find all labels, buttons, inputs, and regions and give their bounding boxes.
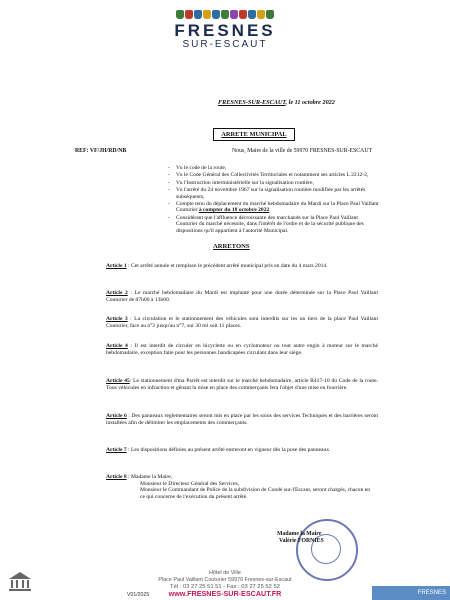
mayor-line: Nous, Maire de la ville de 59970 FRESNES-SUR-ESCAUT [232, 148, 373, 154]
logo-motif-icon [248, 10, 256, 19]
document-title: ARRETE MUNICIPAL [213, 128, 295, 141]
logo-subname: SUR-ESCAUT [182, 39, 268, 50]
logo-motif-icon [266, 10, 274, 19]
reference: REF: VF/JH/RD/NB [75, 148, 127, 154]
article-2: Article 2 : Le marché hebdomadaire du Mardi est implanté pour une durée déterminée sur la Place Paul Vaillant Couturier de 07h00 à 13h00. [106, 290, 378, 303]
article-3: Article 3 : La circulation et le stationnement des véhicules sont interdits sur les un tiers de la place Paul Vaillant Couturier, face au n°2 jusqu'au n°7, sur 30 ml soit 11 places. [106, 316, 378, 329]
logo-motif-icon [257, 10, 265, 19]
footer-phones: Tél : 03 27 25 51 51 - Fax : 03 27 25 52 52 [170, 584, 280, 590]
consideration-item: - Vu le code de la route, [168, 165, 380, 171]
logo-motif-icon [212, 10, 220, 19]
arretons-heading: ARRETONS [213, 243, 250, 250]
date-rest: , le 11 octobre 2022 [285, 99, 335, 106]
consideration-item: - Vu l'Instruction interministérielle sur la signalisation routière, [168, 180, 380, 186]
signature-name: Valérie FORNIES [279, 538, 324, 544]
logo-motif-icon [221, 10, 229, 19]
corner-banner: FRESNES [372, 586, 450, 600]
footer-hotel: Hôtel de Ville [209, 570, 241, 576]
date-place: FRESNES-SUR-ESCAUT [218, 99, 286, 106]
article-8: Article 8 : Madame la Maire, Monsieur le Directeur Général des Services, Monsieur le Commandant de Police de la subdivision de Condé sur-l'Escaut, seront chargés, chacun en ce qui concerne de l'exécution du présent arrêté. [106, 474, 371, 500]
logo-motif-icon [176, 10, 184, 19]
logo-motif-icon [203, 10, 211, 19]
logo-name: FRESNES [174, 21, 276, 40]
article-5: Article 45: Le stationnement d'ma Parrêt est interdit sur le marché hebdomadaire, article R417-10 du Code de la route. Tous véhicules en infraction et gênant la mise en place des commerçants fera l'objet d'une mise en fourrière. [106, 378, 378, 391]
signature-title: Madame la Maire [277, 531, 322, 537]
logo-motif-icon [230, 10, 238, 19]
logo-motif-icon [185, 10, 193, 19]
article-1: Article 1 : Cet arrêté annule et remplace le précédent arrêté municipal pris en date du 4 mars 2014. [106, 263, 328, 269]
logo-motif-icon [239, 10, 247, 19]
article-7: Article 7 : Les dispositions définies au présent arrêté entreront en vigueur dès la pose des panneaux. [106, 447, 331, 453]
considerations-list [168, 165, 380, 235]
footer-address: Place Paul Vaillant Couturier 59970 Fresnes-sur-Escaut [158, 577, 292, 583]
document-date [218, 99, 335, 106]
article-6: Article 6 : Des panneaux réglementaires seront mis en place par les soins des services Techniques et des barrières seront installées afin de délimiter les emplacements des commerçants. [106, 413, 378, 426]
consideration-item: - Vu le Code Général des Collectivités Territoriales et notamment ses articles L 2212-2, [168, 172, 380, 178]
logo-motif-icon [194, 10, 202, 19]
consideration-item: - Vu l'arrêté du 24 novembre 1967 sur la signalisation routière modifiée par les arrêtés subséquents, [168, 187, 380, 200]
consideration-item: - Compte tenu du déplacement du marché hebdomadaire du Mardi sur la Place Paul Vaillant Couturier à compter du 18 octobre 2022 [168, 201, 380, 214]
logo-icons [176, 8, 274, 20]
consideration-item: - Considérant que l'affluence décroissante des marchands sur la Place Paul Vaillant Couturier du marché nécessite, dans l'intérêt de l'ordre et de la sécurité publique des dispositions qu'il appartient à l'autorité Municipal. [168, 215, 380, 234]
article-4: Article 4 : Il est interdit de circuler en bicyclette ou en cyclomoteur ou tout autre engin à moteur sur le marché hebdomadaire, exception faite pour les personnes handicapées circulant dans leur siège. [106, 343, 378, 356]
document-reference: V01/2025 [127, 592, 150, 598]
consideration-emphasis: à compter du 18 octobre 2022 [198, 207, 270, 214]
footer-website[interactable]: www.FRESNES-SUR-ESCAUT.FR [168, 589, 282, 598]
